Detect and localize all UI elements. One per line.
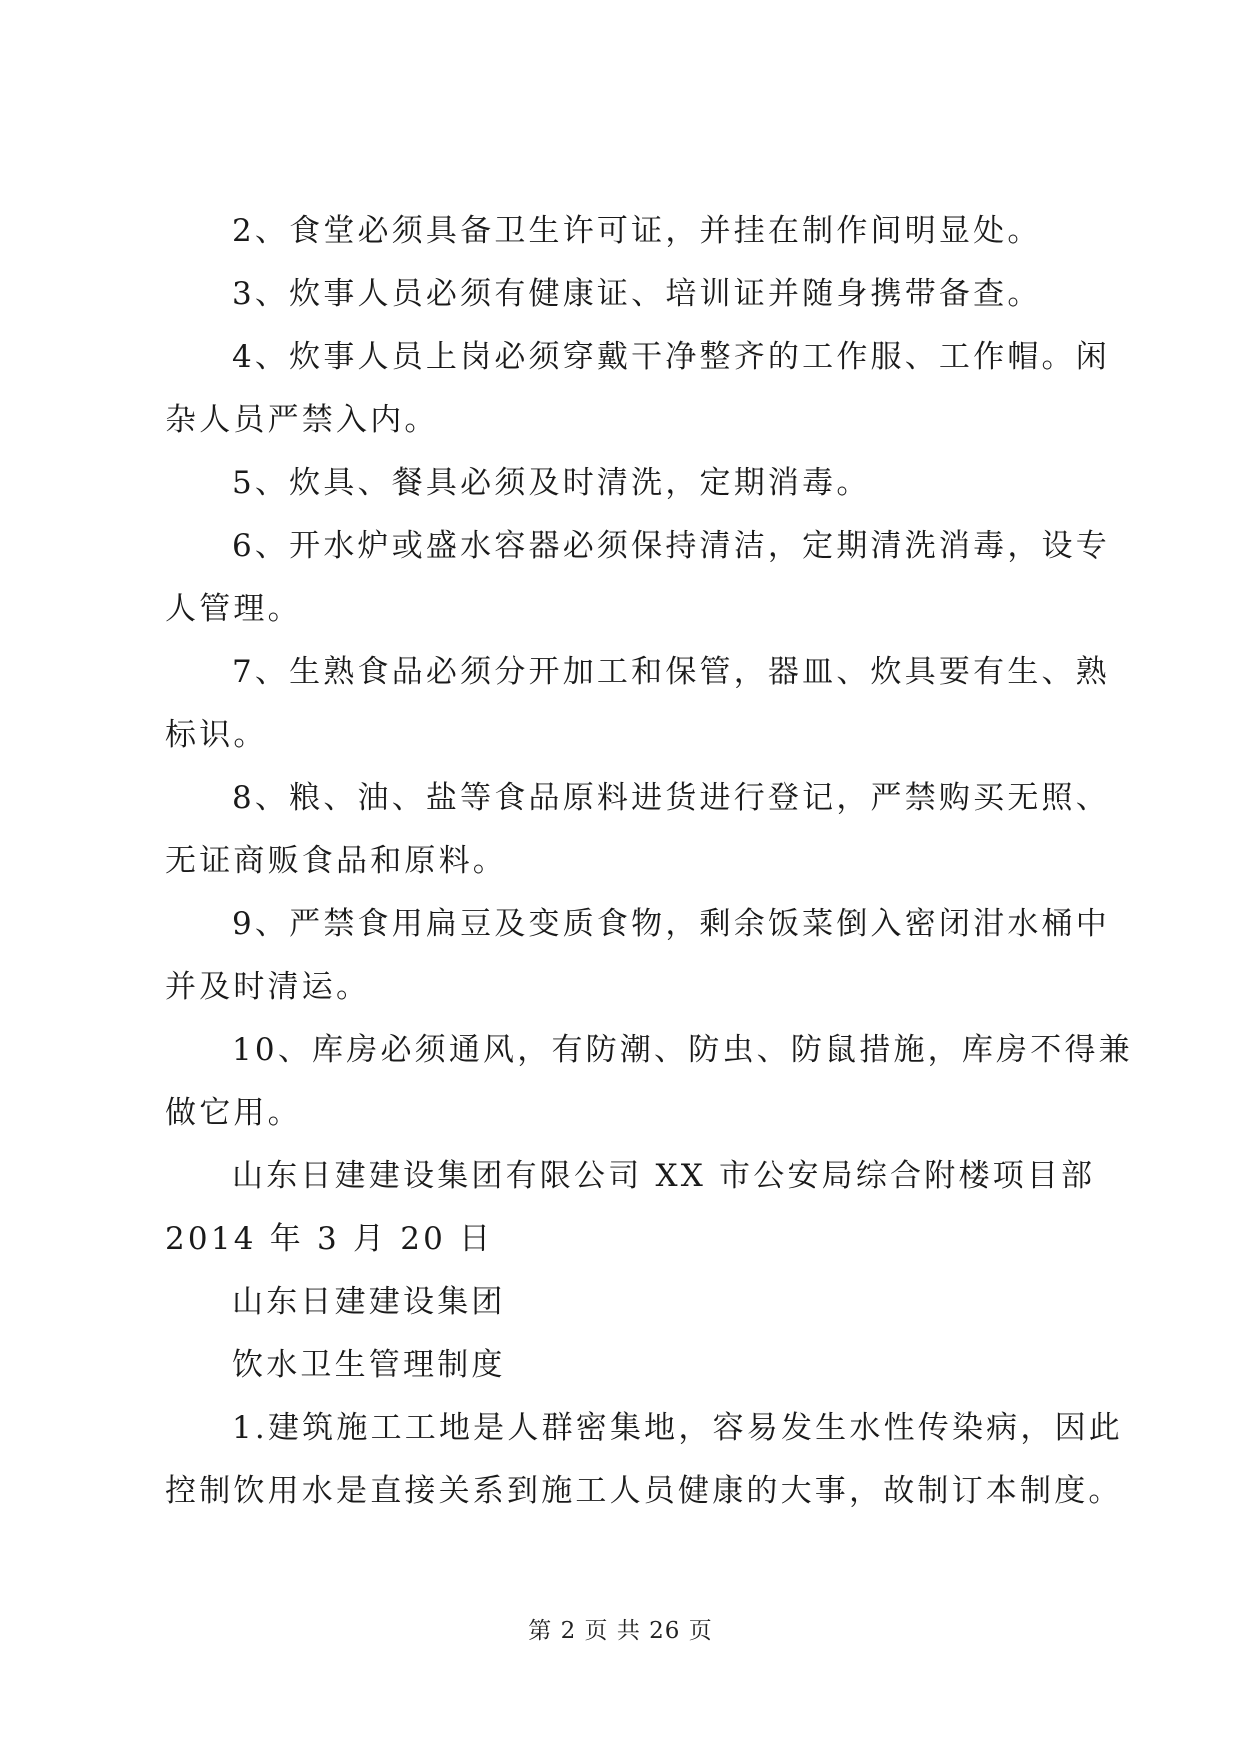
signature-company: 山东日建建设集团有限公司 XX 市公安局综合附楼项目部 (232, 1158, 1096, 1194)
paragraph-line: 控制饮用水是直接关系到施工人员健康的大事，故制订本制度。 (165, 1473, 1123, 1509)
section-title: 饮水卫生管理制度 (232, 1347, 506, 1383)
paragraph-line: 标识。 (165, 717, 268, 753)
paragraph-line: 做它用。 (165, 1095, 302, 1131)
paragraph-line: 5、炊具、餐具必须及时清洗，定期消毒。 (232, 465, 871, 501)
paragraph-line: 7、生熟食品必须分开加工和保管，器皿、炊具要有生、熟 (232, 654, 1110, 690)
paragraph-line: 人管理。 (165, 591, 302, 627)
paragraph-line: 3、炊事人员必须有健康证、培训证并随身携带备查。 (232, 276, 1042, 312)
paragraph-line: 10、库房必须通风，有防潮、防虫、防鼠措施，库房不得兼 (232, 1032, 1133, 1068)
paragraph-line: 杂人员严禁入内。 (165, 402, 439, 438)
paragraph-line: 无证商贩食品和原料。 (165, 843, 507, 879)
paragraph-line: 并及时清运。 (165, 969, 371, 1005)
page-number: 第 2 页 共 26 页 (528, 1618, 713, 1644)
signature-date: 2014 年 3 月 20 日 (165, 1221, 494, 1257)
paragraph-line: 6、开水炉或盛水容器必须保持清洁，定期清洗消毒，设专 (232, 528, 1110, 564)
paragraph-line: 4、炊事人员上岗必须穿戴干净整齐的工作服、工作帽。闲 (232, 339, 1110, 375)
paragraph-line: 1.建筑施工工地是人群密集地，容易发生水性传染病，因此 (232, 1410, 1123, 1446)
paragraph-line: 9、严禁食用扁豆及变质食物，剩余饭菜倒入密闭泔水桶中 (232, 906, 1110, 942)
paragraph-line: 2、食堂必须具备卫生许可证，并挂在制作间明显处。 (232, 213, 1042, 249)
paragraph-line: 8、粮、油、盐等食品原料进货进行登记，严禁购买无照、 (232, 780, 1110, 816)
section-company: 山东日建建设集团 (232, 1284, 506, 1320)
